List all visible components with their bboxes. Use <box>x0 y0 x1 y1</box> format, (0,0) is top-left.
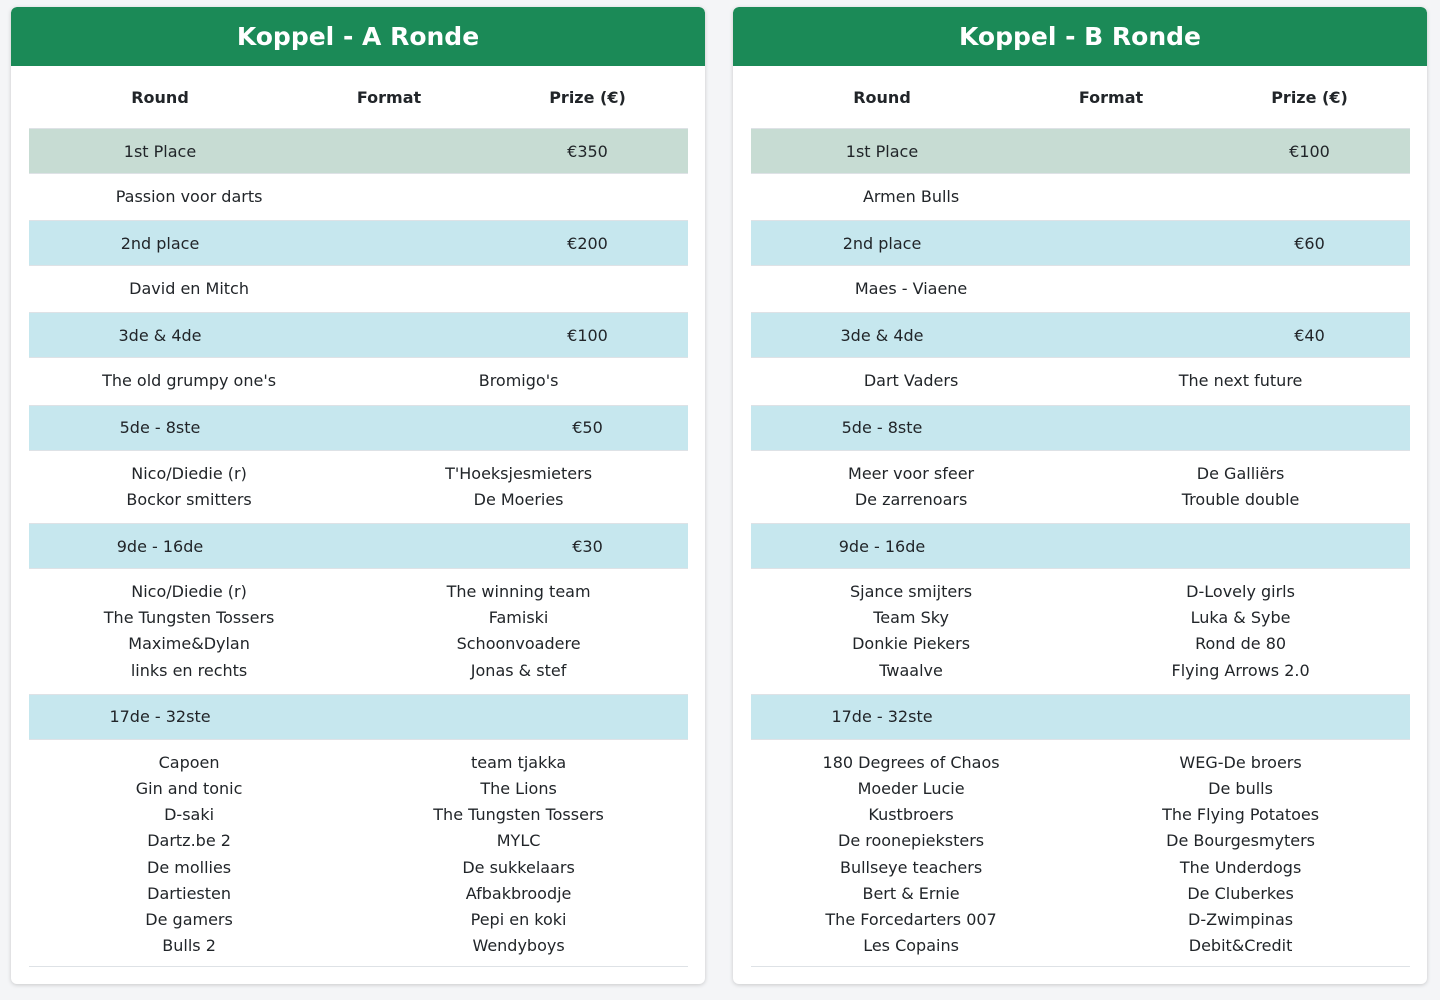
team-name: Trouble double <box>1181 489 1300 509</box>
team-name: WEG-De broers <box>1179 752 1302 772</box>
team-name: De roonepieksters <box>838 831 985 851</box>
round-label: 5de - 8ste <box>841 418 923 438</box>
teams-column-left <box>29 276 349 302</box>
teams-column-left <box>29 368 349 394</box>
round-label: 17de - 32ste <box>109 707 211 727</box>
team-name: Dartz.be 2 <box>147 831 231 851</box>
round-label: 2nd place <box>842 233 922 253</box>
round-prize: €60 <box>1294 233 1325 253</box>
team-name: De gamers <box>145 910 233 930</box>
round-label: 3de & 4de <box>840 325 924 345</box>
round-row <box>751 312 1410 357</box>
round-prize: €30 <box>572 536 603 556</box>
panel-koppel-a <box>11 7 705 984</box>
teams-column-left <box>751 461 1071 513</box>
teams-column-right <box>1071 579 1410 684</box>
teams-row <box>751 173 1410 220</box>
team-name: links en rechts <box>130 660 248 680</box>
teams-column-right <box>349 750 688 960</box>
team-name: Maxime&Dylan <box>128 634 250 654</box>
team-name: De Galliërs <box>1196 463 1285 483</box>
team-name: Capoen <box>158 752 220 772</box>
round-row <box>751 220 1410 265</box>
team-name: The Lions <box>480 779 557 799</box>
team-name: Famiski <box>488 608 549 628</box>
team-name: T'Hoeksjesmieters <box>445 463 593 483</box>
teams-column-right <box>1071 461 1410 513</box>
round-row <box>751 523 1410 568</box>
team-name: team tjakka <box>470 752 567 772</box>
team-name: Armen Bulls <box>862 187 960 206</box>
team-name: Moeder Lucie <box>857 779 965 799</box>
round-row <box>751 694 1410 739</box>
teams-column-right <box>349 368 688 394</box>
team-name: Bert & Ernie <box>862 883 960 903</box>
team-name: Jonas & stef <box>470 660 567 680</box>
teams-column-right <box>1071 368 1410 394</box>
round-label: 9de - 16de <box>838 536 926 556</box>
teams-row <box>29 265 688 312</box>
teams-column-left <box>751 184 1071 210</box>
round-label: 1st Place <box>845 141 919 161</box>
team-name: The old grumpy one's <box>102 371 277 391</box>
teams-column-left <box>29 579 349 684</box>
round-prize: €100 <box>567 325 608 345</box>
results-table <box>29 66 688 967</box>
team-name: The Forcedarters 007 <box>825 910 997 930</box>
team-name: De bulls <box>1208 779 1273 799</box>
round-label: 1st Place <box>123 141 197 161</box>
team-name: Twaalve <box>879 660 943 680</box>
team-name: De zarrenoars <box>854 489 968 509</box>
team-name: David en Mitch <box>129 279 249 299</box>
team-name: Donkie Piekers <box>852 634 971 654</box>
teams-row <box>29 568 688 694</box>
team-name: Maes - Viaene <box>854 279 968 299</box>
teams-column-right <box>349 461 688 513</box>
teams-row <box>29 357 688 404</box>
team-name: D-Lovely girls <box>1186 582 1295 602</box>
team-name: Wendyboys <box>472 936 565 956</box>
teams-row <box>29 739 688 968</box>
team-name: Team Sky <box>873 608 949 628</box>
team-name: The next future <box>1178 371 1303 391</box>
teams-row <box>29 173 688 220</box>
team-name: Dart Vaders <box>863 371 959 391</box>
header-round: Round <box>853 87 911 107</box>
round-row <box>751 405 1410 450</box>
round-prize: €40 <box>1294 325 1325 345</box>
team-name: De Cluberkes <box>1187 883 1294 903</box>
round-label: 17de - 32ste <box>831 707 933 727</box>
header-round: Round <box>131 87 189 107</box>
team-name: Les Copains <box>863 936 959 956</box>
header-format: Format <box>356 87 422 107</box>
team-name: The Flying Potatoes <box>1162 805 1320 825</box>
team-name: MYLC <box>496 831 541 851</box>
teams-column-left <box>29 750 349 960</box>
round-prize: €200 <box>567 233 608 253</box>
round-label: 5de - 8ste <box>119 418 201 438</box>
rounds-body <box>751 128 1410 967</box>
team-name: Sjance smijters <box>850 582 973 602</box>
teams-column-right <box>1071 184 1410 210</box>
team-name: Flying Arrows 2.0 <box>1171 660 1310 680</box>
teams-column-left <box>29 461 349 513</box>
teams-row <box>751 450 1410 523</box>
teams-row <box>751 357 1410 404</box>
team-name: Dartiesten <box>147 883 231 903</box>
teams-row <box>751 739 1410 968</box>
header-prize: Prize (€) <box>1271 87 1348 107</box>
team-name: Kustbroers <box>868 805 954 825</box>
teams-row <box>29 450 688 523</box>
round-label: 3de & 4de <box>118 325 202 345</box>
teams-column-right <box>349 184 688 210</box>
team-name: The Tungsten Tossers <box>103 608 275 628</box>
team-name: Bullseye teachers <box>839 857 983 877</box>
team-name: The Underdogs <box>1179 857 1302 877</box>
teams-column-right <box>349 276 688 302</box>
round-label: 9de - 16de <box>116 536 204 556</box>
round-row <box>29 523 688 568</box>
team-name: Bockor smitters <box>126 489 252 509</box>
team-name: De Moeries <box>473 489 564 509</box>
rounds-body <box>29 128 688 967</box>
round-row <box>29 694 688 739</box>
round-row <box>29 220 688 265</box>
team-name: D-Zwimpinas <box>1188 910 1294 930</box>
team-name: The winning team <box>446 582 591 602</box>
panel-title: Koppel - B Ronde <box>733 7 1427 66</box>
team-name: D-saki <box>164 805 215 825</box>
results-table <box>751 66 1410 967</box>
team-name: Nico/Diedie (r) <box>131 582 247 602</box>
teams-row <box>751 265 1410 312</box>
team-name: Afbakbroodje <box>465 883 572 903</box>
round-row <box>29 405 688 450</box>
team-name: Debit&Credit <box>1188 936 1293 956</box>
team-name: Rond de 80 <box>1195 634 1287 654</box>
team-name: Passion voor darts <box>115 187 263 206</box>
table-header <box>751 66 1410 128</box>
round-row <box>751 128 1410 173</box>
round-row <box>29 312 688 357</box>
teams-column-left <box>29 184 349 210</box>
round-row <box>29 128 688 173</box>
teams-column-left <box>751 579 1071 684</box>
round-prize: €100 <box>1289 141 1330 161</box>
team-name: 180 Degrees of Chaos <box>822 752 1000 772</box>
team-name: Meer voor sfeer <box>848 463 975 483</box>
panel-title: Koppel - A Ronde <box>11 7 705 66</box>
team-name: Bulls 2 <box>162 936 216 956</box>
teams-column-right <box>349 579 688 684</box>
round-prize: €50 <box>572 418 603 438</box>
teams-column-left <box>751 750 1071 960</box>
table-header <box>29 66 688 128</box>
team-name: Luka & Sybe <box>1190 608 1291 628</box>
team-name: Bromigo's <box>478 371 559 391</box>
team-name: Pepi en koki <box>470 910 567 930</box>
team-name: Nico/Diedie (r) <box>131 463 247 483</box>
teams-column-left <box>751 368 1071 394</box>
panel-koppel-b <box>733 7 1427 984</box>
team-name: The Tungsten Tossers <box>433 805 604 825</box>
header-prize: Prize (€) <box>549 87 626 107</box>
round-label: 2nd place <box>120 233 200 253</box>
teams-column-right <box>1071 750 1410 960</box>
teams-column-right <box>1071 276 1410 302</box>
team-name: De mollies <box>147 857 232 877</box>
team-name: Gin and tonic <box>135 779 243 799</box>
teams-column-left <box>751 276 1071 302</box>
team-name: Schoonvoadere <box>456 634 581 654</box>
round-prize: €350 <box>567 141 608 161</box>
teams-row <box>751 568 1410 694</box>
header-format: Format <box>1078 87 1144 107</box>
team-name: De sukkelaars <box>462 857 575 877</box>
team-name: De Bourgesmyters <box>1166 831 1315 851</box>
